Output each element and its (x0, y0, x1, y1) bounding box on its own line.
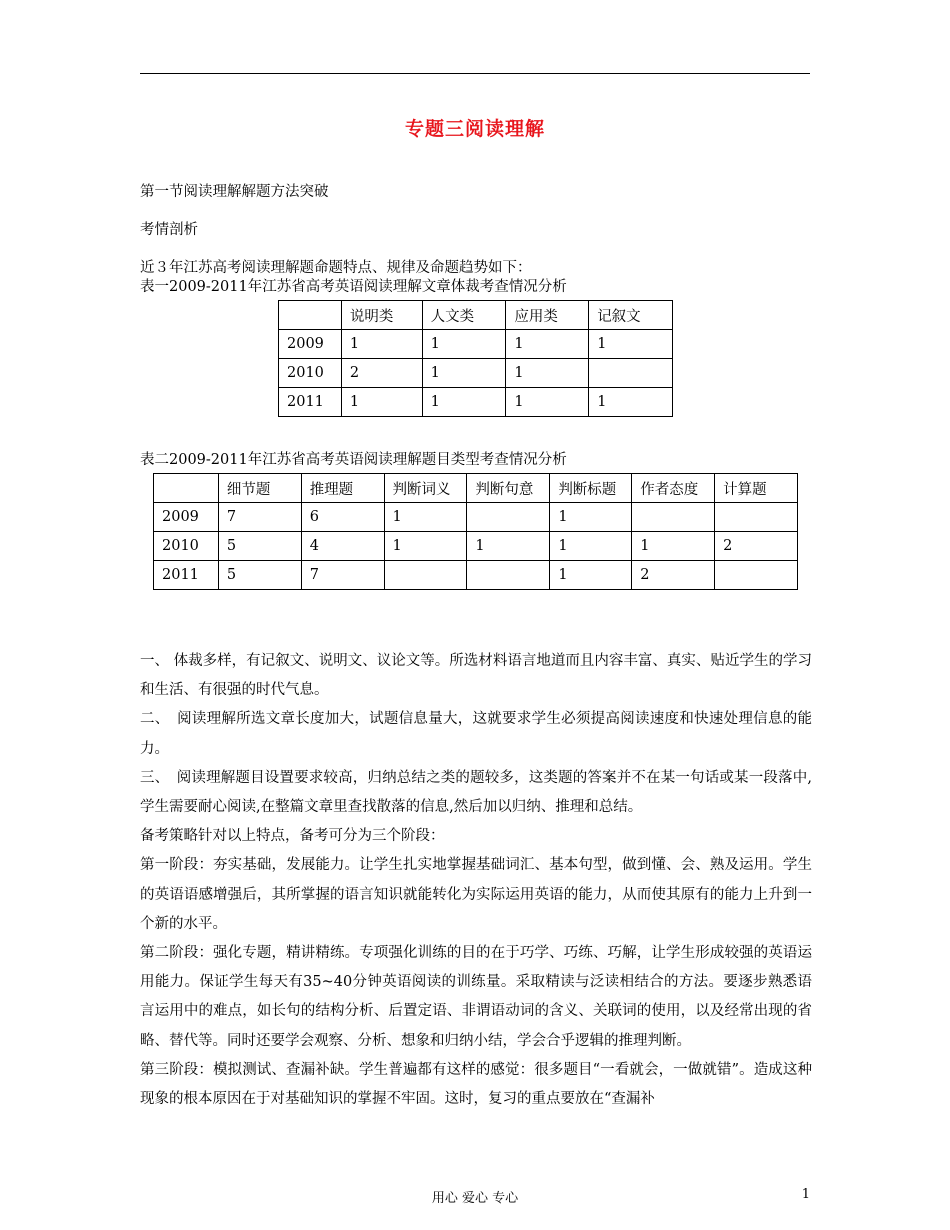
table-cell: 2010 (154, 532, 219, 561)
paragraph: 备考策略针对以上特点，备考可分为三个阶段： (140, 828, 445, 845)
table-header-cell: 判断词义 (384, 474, 467, 503)
table-header-cell: 计算题 (715, 474, 798, 503)
table2-caption: 表二2009-2011年江苏省高考英语阅读理解题目类型考查情况分析 (140, 452, 567, 468)
table-cell (467, 503, 550, 532)
table-cell: 1 (422, 359, 506, 388)
table-cell: 1 (589, 330, 673, 359)
table-cell: 4 (301, 532, 384, 561)
table-cell: 2 (715, 532, 798, 561)
paragraph: 第二阶段：强化专题，精讲精练。专项强化训练的目的在于巧学、巧练、巧解，让学生形成较强的英语运用能力。保证学生每天有35~40分钟英语阅读的训练量。采取精读与泛读相结合的方法。要逐步熟悉语言运用中的难点，如长句的结构分析、后置定语、非谓语动词的含义、关联词的使用，以及经常出现的省略、替代等。同时还要学会观察、分析、想象和归纳小结，学会合乎逻辑的推理判断。 (140, 945, 812, 1049)
table-cell: 2011 (154, 561, 219, 590)
table-cell: 1 (341, 388, 422, 417)
table-header-cell (279, 301, 342, 330)
table1-caption: 表一2009-2011年江苏省高考英语阅读理解文章体裁考查情况分析 (140, 279, 567, 295)
table-header-cell: 说明类 (341, 301, 422, 330)
table-row (279, 388, 673, 417)
paragraph: 三、 阅读理解题目设置要求较高，归纳总结之类的题较多，这类题的答案并不在某一句话或某一段落中,学生需要耐心阅读,在整篇文章里查找散落的信息,然后加以归纳、推理和总结。 (140, 769, 812, 816)
document-title: 专题三阅读理解 (404, 118, 545, 140)
table-cell: 1 (422, 330, 506, 359)
table-row (279, 359, 673, 388)
paragraph: 一、 体裁多样，有记叙文、说明文、议论文等。所选材料语言地道而且内容丰富、真实、贴近学生的学习和生活、有很强的时代气息。 (140, 653, 812, 699)
body-text (140, 647, 812, 1114)
table-header-cell: 判断句意 (467, 474, 550, 503)
table-row (154, 561, 798, 590)
intro-text: 近３年江苏高考阅读理解题命题特点、规律及命题趋势如下： (140, 260, 532, 276)
table-header-cell: 判断标题 (550, 474, 632, 503)
table-cell (632, 503, 715, 532)
paragraph: 二、 阅读理解所选文章长度加大，试题信息量大，这就要求学生必须提高阅读速度和快速处理信息的能力。 (140, 711, 812, 757)
table-header-row (154, 474, 798, 503)
table-cell: 1 (384, 503, 467, 532)
table-header-row (279, 301, 673, 330)
table-cell: 1 (467, 532, 550, 561)
table-cell (715, 503, 798, 532)
table-row (279, 330, 673, 359)
table-cell: 2009 (154, 503, 219, 532)
table-cell: 1 (422, 388, 506, 417)
table-cell: 2 (632, 561, 715, 590)
subheading: 考情剖析 (140, 222, 198, 238)
header-rule (140, 73, 810, 74)
table-genre-analysis (278, 300, 673, 417)
table-cell: 1 (384, 532, 467, 561)
table-cell (715, 561, 798, 590)
table-header-cell: 推理题 (301, 474, 384, 503)
table-cell: 2 (341, 359, 422, 388)
table-cell: 1 (632, 532, 715, 561)
table-cell: 1 (341, 330, 422, 359)
table-cell: 2011 (279, 388, 342, 417)
paragraph: 第一阶段：夯实基础，发展能力。让学生扎实地掌握基础词汇、基本句型，做到懂、会、熟及运用。学生的英语语感增强后，其所掌握的语言知识就能转化为实际运用英语的能力，从而使其原有的能力上升到一个新的水平。 (140, 857, 812, 932)
table-cell: 2010 (279, 359, 342, 388)
table-header-cell: 细节题 (218, 474, 301, 503)
table-cell: 7 (301, 561, 384, 590)
table-cell: 1 (506, 388, 589, 417)
page-number: 1 (801, 1187, 810, 1202)
table-cell (589, 359, 673, 388)
table-row (154, 503, 798, 532)
table-cell: 1 (589, 388, 673, 417)
section-heading: 第一节阅读理解解题方法突破 (140, 184, 329, 200)
table-header-cell: 作者态度 (632, 474, 715, 503)
table-cell: 6 (301, 503, 384, 532)
table-cell: 1 (550, 532, 632, 561)
table-cell: 5 (218, 561, 301, 590)
footer-center-text: 用心 爱心 专心 (431, 1191, 519, 1206)
table-header-cell: 应用类 (506, 301, 589, 330)
table-cell (467, 561, 550, 590)
table-cell: 2009 (279, 330, 342, 359)
table-cell: 5 (218, 532, 301, 561)
table-cell: 1 (550, 561, 632, 590)
paragraph: 第三阶段：模拟测试、查漏补缺。学生普遍都有这样的感觉：很多题目“一看就会，一做就错”。造成这种现象的根本原因在于对基础知识的掌握不牢固。这时，复习的重点要放在“查漏补 (140, 1061, 812, 1108)
table-cell: 1 (506, 330, 589, 359)
table-cell: 7 (218, 503, 301, 532)
table-cell: 1 (506, 359, 589, 388)
table-header-cell: 记叙文 (589, 301, 673, 330)
table-question-type-analysis (153, 473, 798, 590)
table-header-cell (154, 474, 219, 503)
table-header-cell: 人文类 (422, 301, 506, 330)
table-cell (384, 561, 467, 590)
table-cell: 1 (550, 503, 632, 532)
table-row (154, 532, 798, 561)
